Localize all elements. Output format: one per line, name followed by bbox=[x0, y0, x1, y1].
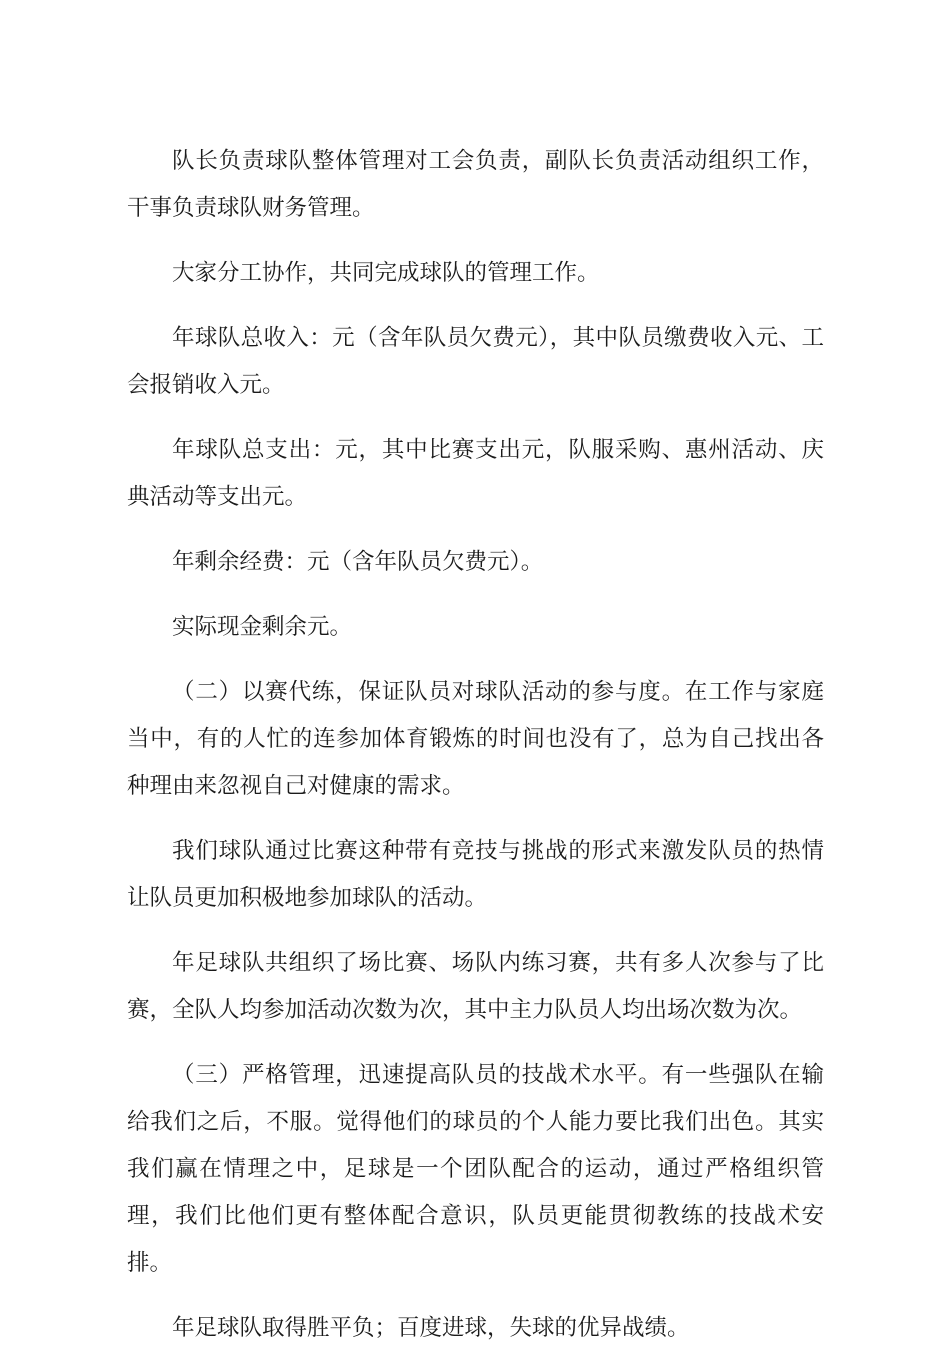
paragraph-actual-cash: 实际现金剩余元。 bbox=[172, 614, 353, 640]
paragraph-remaining-funds: 年剩余经费：元（含年队员欠费元）。 bbox=[172, 549, 544, 575]
paragraph-total-expense: 年球队总支出：元，其中比赛支出元，队服采购、惠州活动、庆典活动等支出元。 bbox=[127, 437, 824, 510]
paragraph-total-income: 年球队总收入：元（含年队员欠费元），其中队员缴费收入元、工会报销收入元。 bbox=[127, 325, 824, 398]
document-body bbox=[127, 138, 824, 1370]
paragraph-team-roles: 队长负责球队整体管理对工会负责，副队长负责活动组织工作，干事负责球队财务管理。 bbox=[127, 148, 824, 221]
paragraph-matches-motivation: 我们球队通过比赛这种带有竞技与挑战的形式来激发队员的热情让队员更加积极地参加球队的活动。 bbox=[127, 838, 824, 911]
paragraph-cooperation: 大家分工协作，共同完成球队的管理工作。 bbox=[172, 260, 600, 286]
paragraph-match-stats: 年足球队共组织了场比赛、场队内练习赛，共有多人次参与了比赛，全队人均参加活动次数为次，其中主力队员人均出场次数为次。 bbox=[127, 950, 824, 1023]
paragraph-section-three: （三）严格管理，迅速提高队员的技战术水平。有一些强队在输给我们之后，不服。觉得他们的球员的个人能力要比我们出色。其实我们赢在情理之中，足球是一个团队配合的运动，通过严格组织管理，我们比他们更有整体配合意识，队员更能贯彻教练的技战术安排。 bbox=[127, 1062, 824, 1276]
paragraph-section-two: （二）以赛代练，保证队员对球队活动的参与度。在工作与家庭当中，有的人忙的连参加体育锻炼的时间也没有了，总为自己找出各种理由来忽视自己对健康的需求。 bbox=[127, 679, 824, 799]
paragraph-results: 年足球队取得胜平负；百度进球，失球的优异战绩。 bbox=[172, 1315, 690, 1341]
